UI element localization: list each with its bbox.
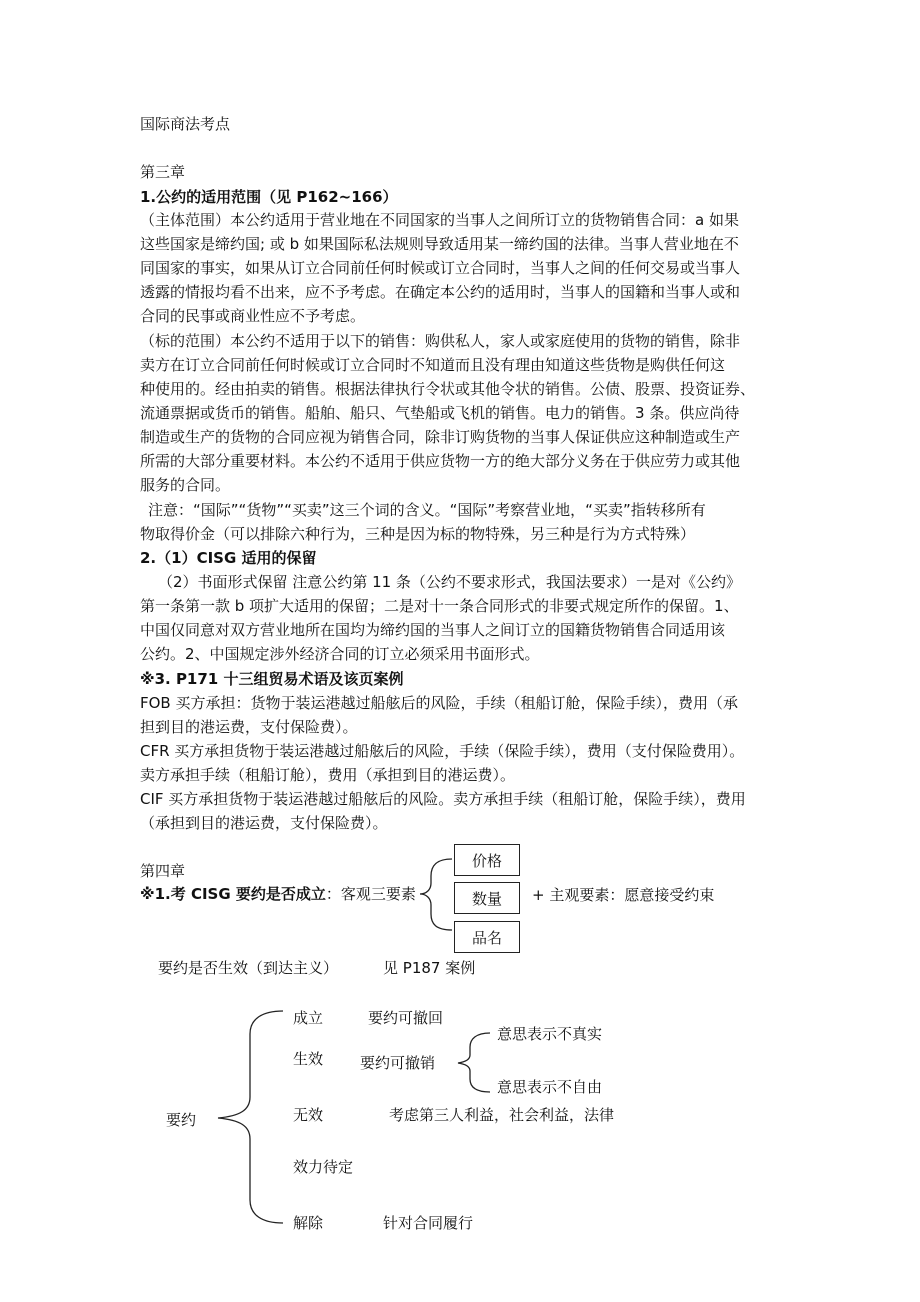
paragraph-line: 第一条第一款 b 项扩大适用的保留；二是对十一条合同形式的非要式规定所作的保留。1、 — [140, 597, 739, 615]
paragraph-line: 中国仅同意对双方营业地所在国均为缔约国的当事人之间订立的国籍货物销售合同适用该 — [140, 621, 726, 639]
section-3-title: ※3. P171 十三组贸易术语及该页案例 — [140, 670, 404, 688]
tree-item-label: 生效 — [293, 1050, 324, 1068]
question-1 — [140, 884, 416, 904]
subjective-element-text: + 主观要素：愿意接受约束 — [532, 886, 715, 904]
paragraph-line: 制造或生产的货物的合同应视为销售合同，除非订购货物的当事人保证供应这种制造或生产 — [140, 428, 741, 446]
tree-item-label: 解除 — [293, 1214, 324, 1232]
tree-item-label: 成立 — [293, 1009, 324, 1027]
tree-root: 要约 — [166, 1111, 197, 1129]
tree-item-detail: 要约可撤回 — [368, 1009, 444, 1027]
tree-item-label: 无效 — [293, 1106, 324, 1124]
paragraph-line: 合同的民事或商业性应不予考虑。 — [140, 307, 366, 325]
paragraph-line: 公约。2、中国规定涉外经济合同的订立必须采用书面形式。 — [140, 645, 540, 663]
tree-item-detail: 针对合同履行 — [383, 1214, 474, 1232]
tree-item-detail: 要约可撤销 — [360, 1054, 436, 1072]
question-1-rest: ：客观三要素 — [325, 885, 416, 903]
elements-brace — [420, 859, 452, 930]
paragraph-line: 同国家的事实，如果从订立合同前任何时候或订立合同时，当事人之间的任何交易或当事人 — [140, 259, 741, 277]
note-line: 物取得价金（可以排除六种行为，三种是因为标的物特殊，另三种是行为方式特殊） — [140, 525, 696, 543]
note-line: 注意：“国际”“货物”“买卖”这三个词的含义。“国际”考察营业地，“买卖”指转移所有 — [148, 501, 706, 519]
section-1-title: 1.公约的适用范围（见 P162~166） — [140, 188, 398, 206]
paragraph-line: 所需的大部分重要材料。本公约不适用于供应货物一方的绝大部分义务在于供应劳力或其他 — [140, 452, 741, 470]
element-box-price: 价格 — [454, 844, 520, 876]
paragraph-line: FOB 买方承担：货物于装运港越过船舷后的风险，手续（租船订舱，保险手续），费用（承 — [140, 694, 738, 712]
paragraph-line: CIF 买方承担货物于装运港越过船舷后的风险。卖方承担手续（租船订舱，保险手续），费用 — [140, 790, 746, 808]
paragraph-line: CFR 买方承担货物于装运港越过船舷后的风险，手续（保险手续），费用（支付保险费用）。 — [140, 742, 745, 760]
paragraph-line: （2）书面形式保留 注意公约第 11 条（公约不要求形式，我国法要求）一是对《公约》 — [158, 573, 741, 591]
section-2-title: 2.（1）CISG 适用的保留 — [140, 549, 317, 567]
paragraph-line: 卖方承担手续（租船订舱），费用（承担到目的港运费）。 — [140, 766, 516, 784]
offer-brace — [218, 1011, 283, 1223]
paragraph-line: 透露的情报均看不出来，应不予考虑。在确定本公约的适用时，当事人的国籍和当事人或和 — [140, 283, 741, 301]
chapter-3-heading: 第三章 — [140, 163, 186, 181]
paragraph-line: 种使用的。经由拍卖的销售。根据法律执行令状或其他令状的销售。公债、股票、投资证券、 — [140, 380, 756, 398]
element-box-quantity: 数量 — [454, 882, 520, 914]
paragraph-line: 流通票据或货币的销售。船舶、船只、气垫船或飞机的销售。电力的销售。3 条。供应尚待 — [140, 404, 740, 422]
chapter-4-heading: 第四章 — [140, 862, 186, 880]
tree-item-detail: 考虑第三人利益，社会利益，法律 — [389, 1106, 615, 1124]
revoke-brace — [458, 1033, 490, 1092]
revoke-branch: 意思表示不真实 — [497, 1025, 603, 1043]
case-reference: 见 P187 案例 — [383, 959, 476, 977]
tree-item-label: 效力待定 — [293, 1158, 354, 1176]
offer-effect-line: 要约是否生效（到达主义） — [158, 959, 339, 977]
paragraph-line: 卖方在订立合同前任何时候或订立合同时不知道而且没有理由知道这些货物是购供任何这 — [140, 356, 726, 374]
paragraph-line: （承担到目的港运费，支付保险费）。 — [140, 814, 388, 832]
paragraph-line: 这些国家是缔约国; 或 b 如果国际私法规则导致适用某一缔约国的法律。当事人营业地在不 — [140, 235, 739, 253]
paragraph-line: 服务的合同。 — [140, 476, 231, 494]
element-box-goods-name: 品名 — [454, 921, 520, 953]
question-1-bold: ※1.考 CISG 要约是否成立 — [140, 885, 326, 903]
paragraph-line: （主体范围）本公约适用于营业地在不同国家的当事人之间所订立的货物销售合同：a 如果 — [140, 211, 739, 229]
paragraph-line: 担到目的港运费，支付保险费）。 — [140, 718, 358, 736]
revoke-branch: 意思表示不自由 — [497, 1078, 603, 1096]
paragraph-line: （标的范围）本公约不适用于以下的销售：购供私人，家人或家庭使用的货物的销售，除非 — [140, 332, 741, 350]
document-title: 国际商法考点 — [140, 115, 231, 133]
